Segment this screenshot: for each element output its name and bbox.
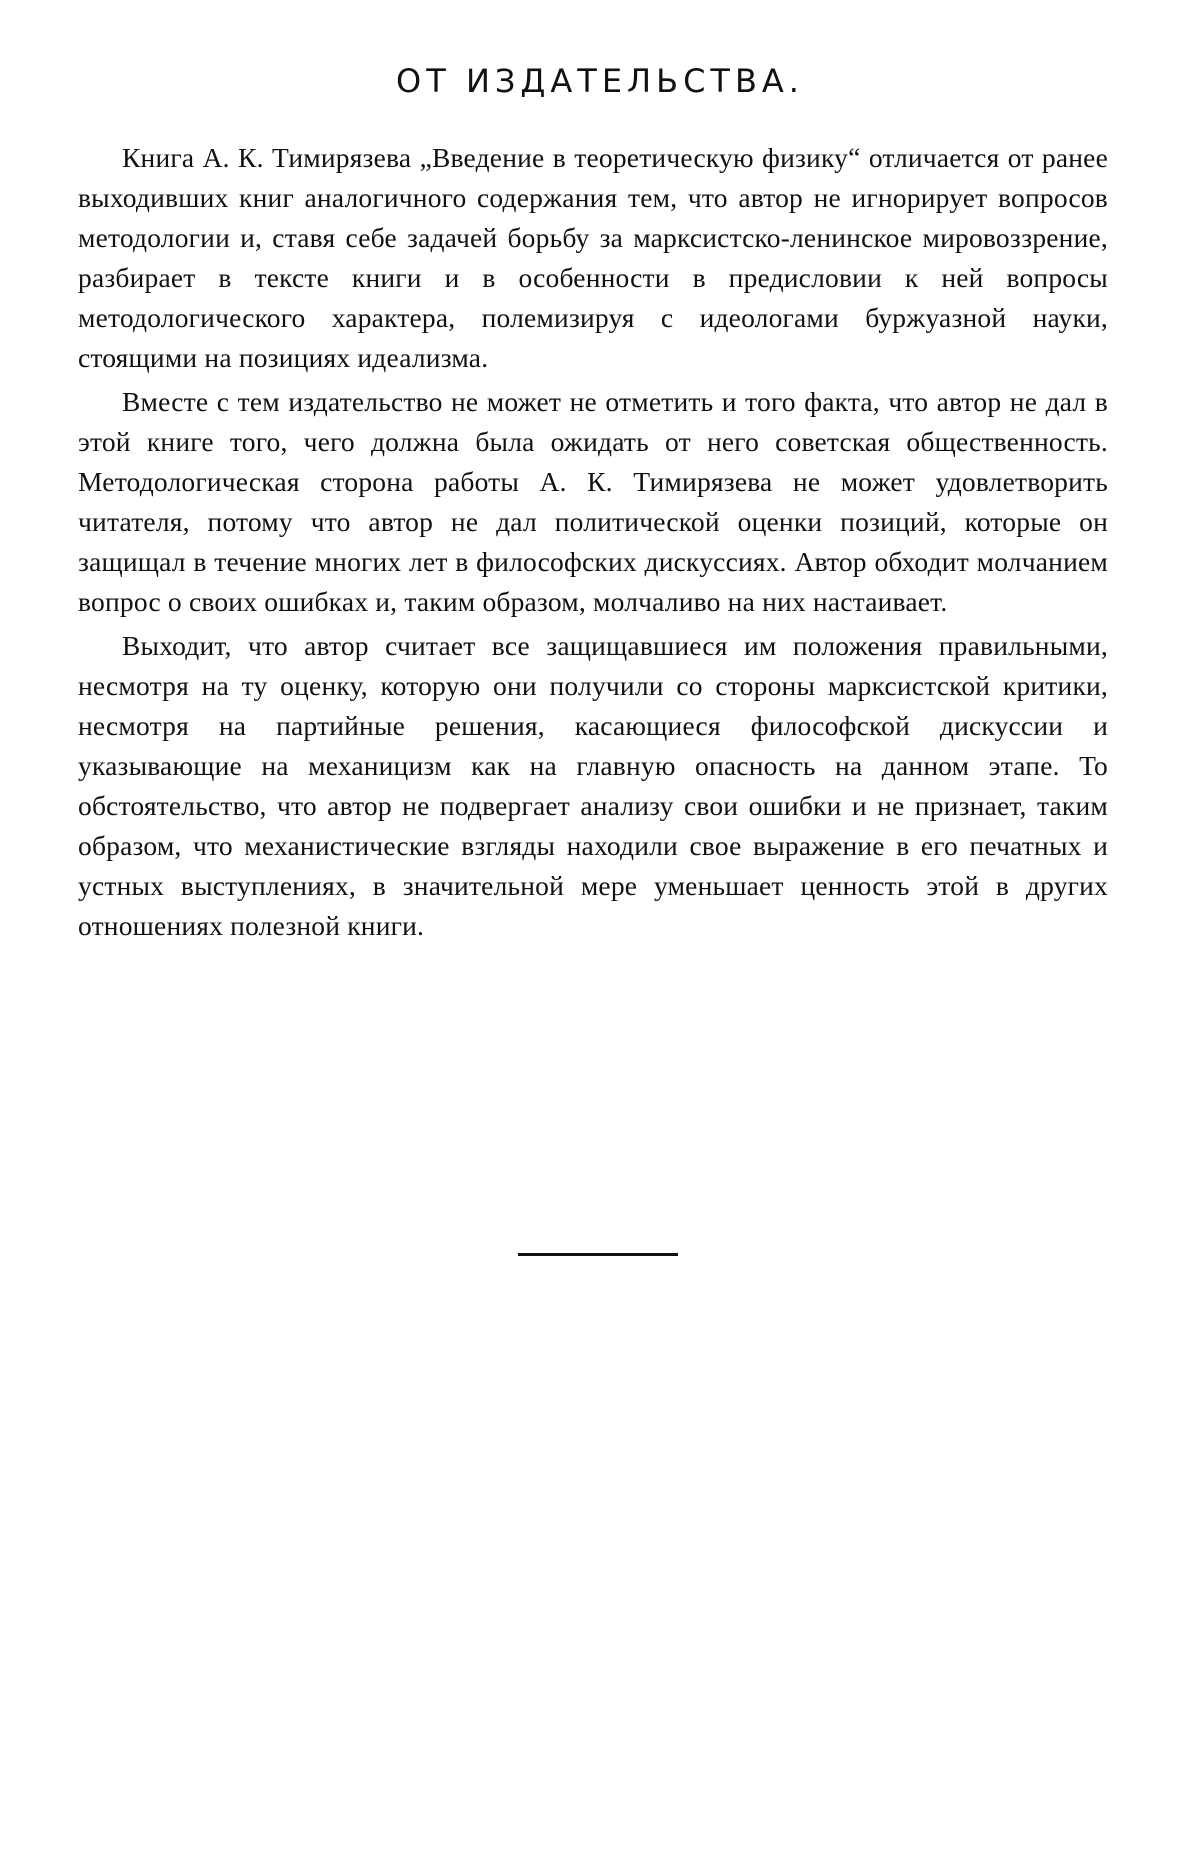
page-title: ОТ ИЗДАТЕЛЬСТВА.: [396, 62, 804, 100]
paragraph-2: Вместе с тем издательство не может не отметить и того факта, что автор не дал в этой книге того, чего должна была ожидать от него советская общественность. Методологическая сторона работы А. К. Тимирязева не может удовлетворить читателя, потому что автор не дал политической оценки позиций, которые он защищал в течение многих лет в философских дискуссиях. Автор обходит молчанием вопрос о своих ошибках и, таким образом, молчаливо на них настаивает.: [78, 386, 1108, 617]
closing-divider: [518, 1253, 678, 1256]
body-text: [78, 138, 1108, 950]
paragraph-3: Выходит, что автор считает все защищавшиеся им положения правильными, несмотря на ту оценку, которую они получили со стороны марксистской критики, несмотря на партийные решения, касающиеся философской дискуссии и указывающие на механицизм как на главную опасность на данном этапе. То обстоятельство, что автор не подвергает анализу свои ошибки и не признает, таким образом, что механистические взгляды находили свое выражение в его печатных и устных выступлениях, в значительной мере уменьшает ценность этой в других отношениях полезной книги.: [78, 630, 1108, 941]
paragraph-1: Книга А. К. Тимирязева „Введение в теоретическую физику“ отличается от ранее выходивших книг аналогичного содержания тем, что автор не игнорирует вопросов методологии и, ставя себе задачей борьбу за марксистско-ленинское мировоззрение, разбирает в тексте книги и в особенности в предисловии к ней вопросы методологического характера, полемизируя с идеологами буржуазной науки, стоящими на позициях идеализма.: [78, 142, 1108, 373]
